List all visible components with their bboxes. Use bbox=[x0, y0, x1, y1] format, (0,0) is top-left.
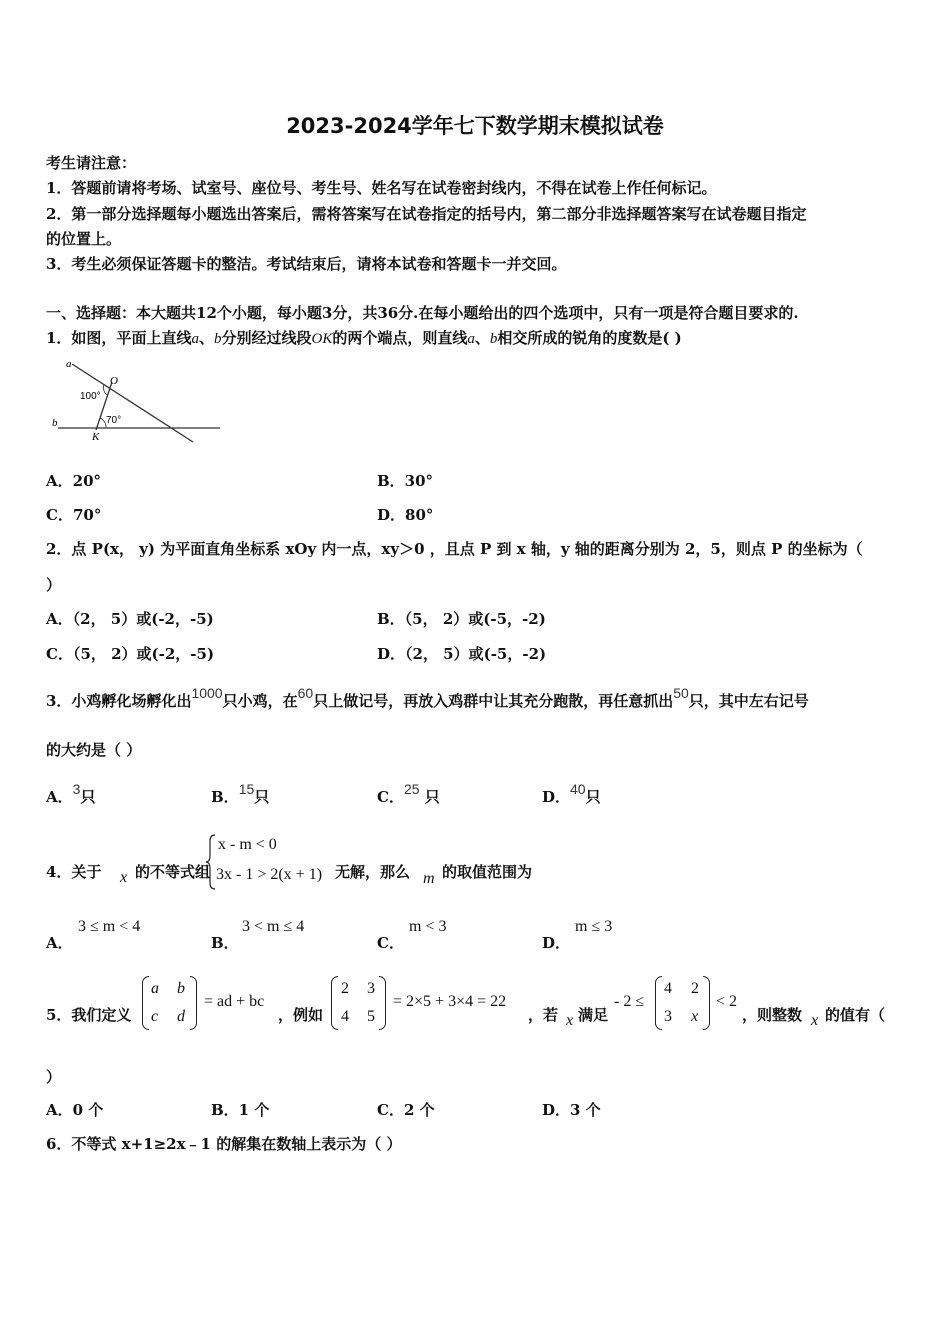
label-a: a bbox=[66, 358, 72, 370]
notice-heading: 考生请注意： bbox=[46, 154, 137, 172]
matrix-2-right-bracket bbox=[379, 976, 386, 1030]
q3-option-d[interactable]: D．40只 bbox=[542, 781, 601, 806]
notice-item-2a: 2．第一部分选择题每小题选出答案后，需将答案写在试卷指定的括号内，第二部分非选择题答案写在试卷题目指定 bbox=[46, 205, 807, 223]
matrix-3-f21: 3 bbox=[664, 1008, 672, 1025]
label-100: 100° bbox=[80, 391, 101, 402]
q3-option-b[interactable]: B．15只 bbox=[211, 781, 270, 806]
notice-item-2b: 的位置上。 bbox=[46, 230, 122, 248]
q3-option-a[interactable]: A．3只 bbox=[46, 781, 96, 806]
q5-lhs: - 2 ≤ bbox=[614, 993, 645, 1010]
q4-var-m: m bbox=[423, 870, 435, 887]
question-1-figure bbox=[48, 356, 228, 448]
question-4-mid: 的不等式组 bbox=[135, 863, 211, 881]
label-b: b bbox=[52, 417, 58, 429]
matrix-2-left-bracket bbox=[331, 976, 338, 1030]
question-4-prefix: 4．关于 bbox=[46, 863, 102, 881]
question-5-suffix: 的值有（ bbox=[825, 1006, 886, 1024]
notice-item-1: 1．答题前请将考场、试室号、座位号、考生号、姓名写在试卷密封线内，不得在试卷上作任何标记。 bbox=[46, 179, 717, 197]
q5-option-a[interactable]: A．0 个 bbox=[46, 1101, 104, 1119]
question-4-suffix: 的取值范围为 bbox=[442, 863, 533, 881]
question-3-stem: 3．小鸡孵化场孵化出1000只小鸡，在60只上做记号，再放入鸡群中让其充分跑散，再任意抓出50只，其中左右记号 bbox=[46, 685, 809, 710]
matrix-1-b: b bbox=[177, 980, 185, 997]
q5-option-c[interactable]: C．2 个 bbox=[377, 1101, 435, 1119]
q4-system-row-2: 3x - 1 > 2(x + 1) bbox=[216, 866, 323, 883]
q1-option-d[interactable]: D．80° bbox=[377, 506, 434, 524]
matrix-2-e21: 4 bbox=[341, 1008, 349, 1025]
matrix-3-f11: 4 bbox=[664, 980, 672, 997]
q2-option-c[interactable]: C．（5， 2）或(-2，-5) bbox=[46, 645, 215, 663]
question-5-prefix: 5．我们定义 bbox=[46, 1006, 132, 1024]
q2-option-a[interactable]: A．（2， 5）或(-2，-5) bbox=[46, 610, 214, 628]
question-2-stem: 2．点 P(x， y) 为平面直角坐标系 xOy 内一点，xy＞0 ，且点 P 到 x 轴，y 轴的距离分别为 2，5，则点 P 的坐标为（ bbox=[46, 540, 863, 558]
question-5-close: ） bbox=[46, 1068, 62, 1086]
q2-option-b[interactable]: B．（5， 2）或(-5，-2) bbox=[377, 610, 546, 628]
q4-option-c[interactable]: C． bbox=[377, 934, 404, 952]
notice-item-3: 3．考生必须保证答题卡的整洁。考试结束后，请将本试卷和答题卡一并交回。 bbox=[46, 255, 567, 273]
label-o: O bbox=[110, 375, 118, 387]
q5-option-b[interactable]: B．1 个 bbox=[211, 1101, 270, 1119]
q1-option-b[interactable]: B．30° bbox=[377, 472, 434, 490]
q5-rhs: < 2 bbox=[716, 993, 738, 1010]
label-k: K bbox=[92, 431, 100, 443]
matrix-2-e22: 5 bbox=[367, 1008, 375, 1025]
matrix-1-c: c bbox=[151, 1008, 159, 1025]
matrix-2-e12: 3 bbox=[367, 980, 375, 997]
question-5-example-label: ，例如 bbox=[278, 1006, 324, 1024]
question-2-close: ） bbox=[46, 576, 62, 594]
q4-option-b[interactable]: B． bbox=[211, 934, 239, 952]
question-4-after: 无解，那么 bbox=[335, 863, 411, 881]
matrix-3-f22: x bbox=[691, 1008, 699, 1025]
q5-option-d[interactable]: D．3 个 bbox=[542, 1101, 601, 1119]
question-6-stem: 6．不等式 x+1≥2x﹣1 的解集在数轴上表示为（ ） bbox=[46, 1135, 402, 1153]
q1-option-a[interactable]: A．20° bbox=[46, 472, 102, 490]
matrix-1-right-bracket bbox=[190, 976, 197, 1030]
q4-option-c-value: m < 3 bbox=[409, 918, 447, 935]
q5-definition: = ad + bc bbox=[204, 993, 265, 1010]
matrix-3-left-bracket bbox=[655, 976, 662, 1030]
page-title: 2023-2024学年七下数学期末模拟试卷 bbox=[286, 114, 664, 138]
q1-option-c[interactable]: C．70° bbox=[46, 506, 102, 524]
question-5-if: ，若 bbox=[528, 1006, 559, 1024]
section-heading: 一、选择题：本大题共12个小题，每小题3分，共36分.在每小题给出的四个选项中，只有一项是符合题目要求的. bbox=[46, 304, 799, 322]
q2-option-d[interactable]: D．（2， 5）或(-5，-2) bbox=[377, 645, 547, 663]
question-1-stem: 1．如图，平面上直线a、b分别经过线段OK的两个端点，则直线a、b相交所成的锐角的度数是( ) bbox=[46, 329, 682, 347]
matrix-2-e11: 2 bbox=[341, 980, 349, 997]
line-a bbox=[72, 364, 193, 442]
matrix-1-left-bracket bbox=[142, 976, 149, 1030]
label-70: 70° bbox=[106, 415, 122, 426]
matrix-1-a: a bbox=[151, 980, 159, 997]
q5-var-x: x bbox=[566, 1012, 574, 1029]
q4-system-row-1: x - m < 0 bbox=[218, 836, 277, 853]
matrix-3-right-bracket bbox=[703, 976, 710, 1030]
q4-option-b-value: 3 < m ≤ 4 bbox=[242, 918, 305, 935]
question-5-satisfy: 满足 bbox=[578, 1006, 609, 1024]
q5-example: = 2×5 + 3×4 = 22 bbox=[393, 993, 507, 1010]
matrix-3-f12: 2 bbox=[691, 980, 699, 997]
q5-var-x-2: x bbox=[811, 1012, 819, 1029]
q4-var-x: x bbox=[120, 869, 128, 886]
matrix-1-d: d bbox=[177, 1008, 185, 1025]
q4-option-a[interactable]: A． bbox=[46, 934, 73, 952]
question-5-integer: ，则整数 bbox=[742, 1006, 803, 1024]
q4-option-d-value: m ≤ 3 bbox=[575, 918, 613, 935]
q4-option-a-value: 3 ≤ m < 4 bbox=[78, 918, 141, 935]
question-3-line-2: 的大约是（ ） bbox=[46, 741, 142, 759]
q4-option-d[interactable]: D． bbox=[542, 934, 571, 952]
q3-option-c[interactable]: C．25 只 bbox=[377, 781, 440, 806]
